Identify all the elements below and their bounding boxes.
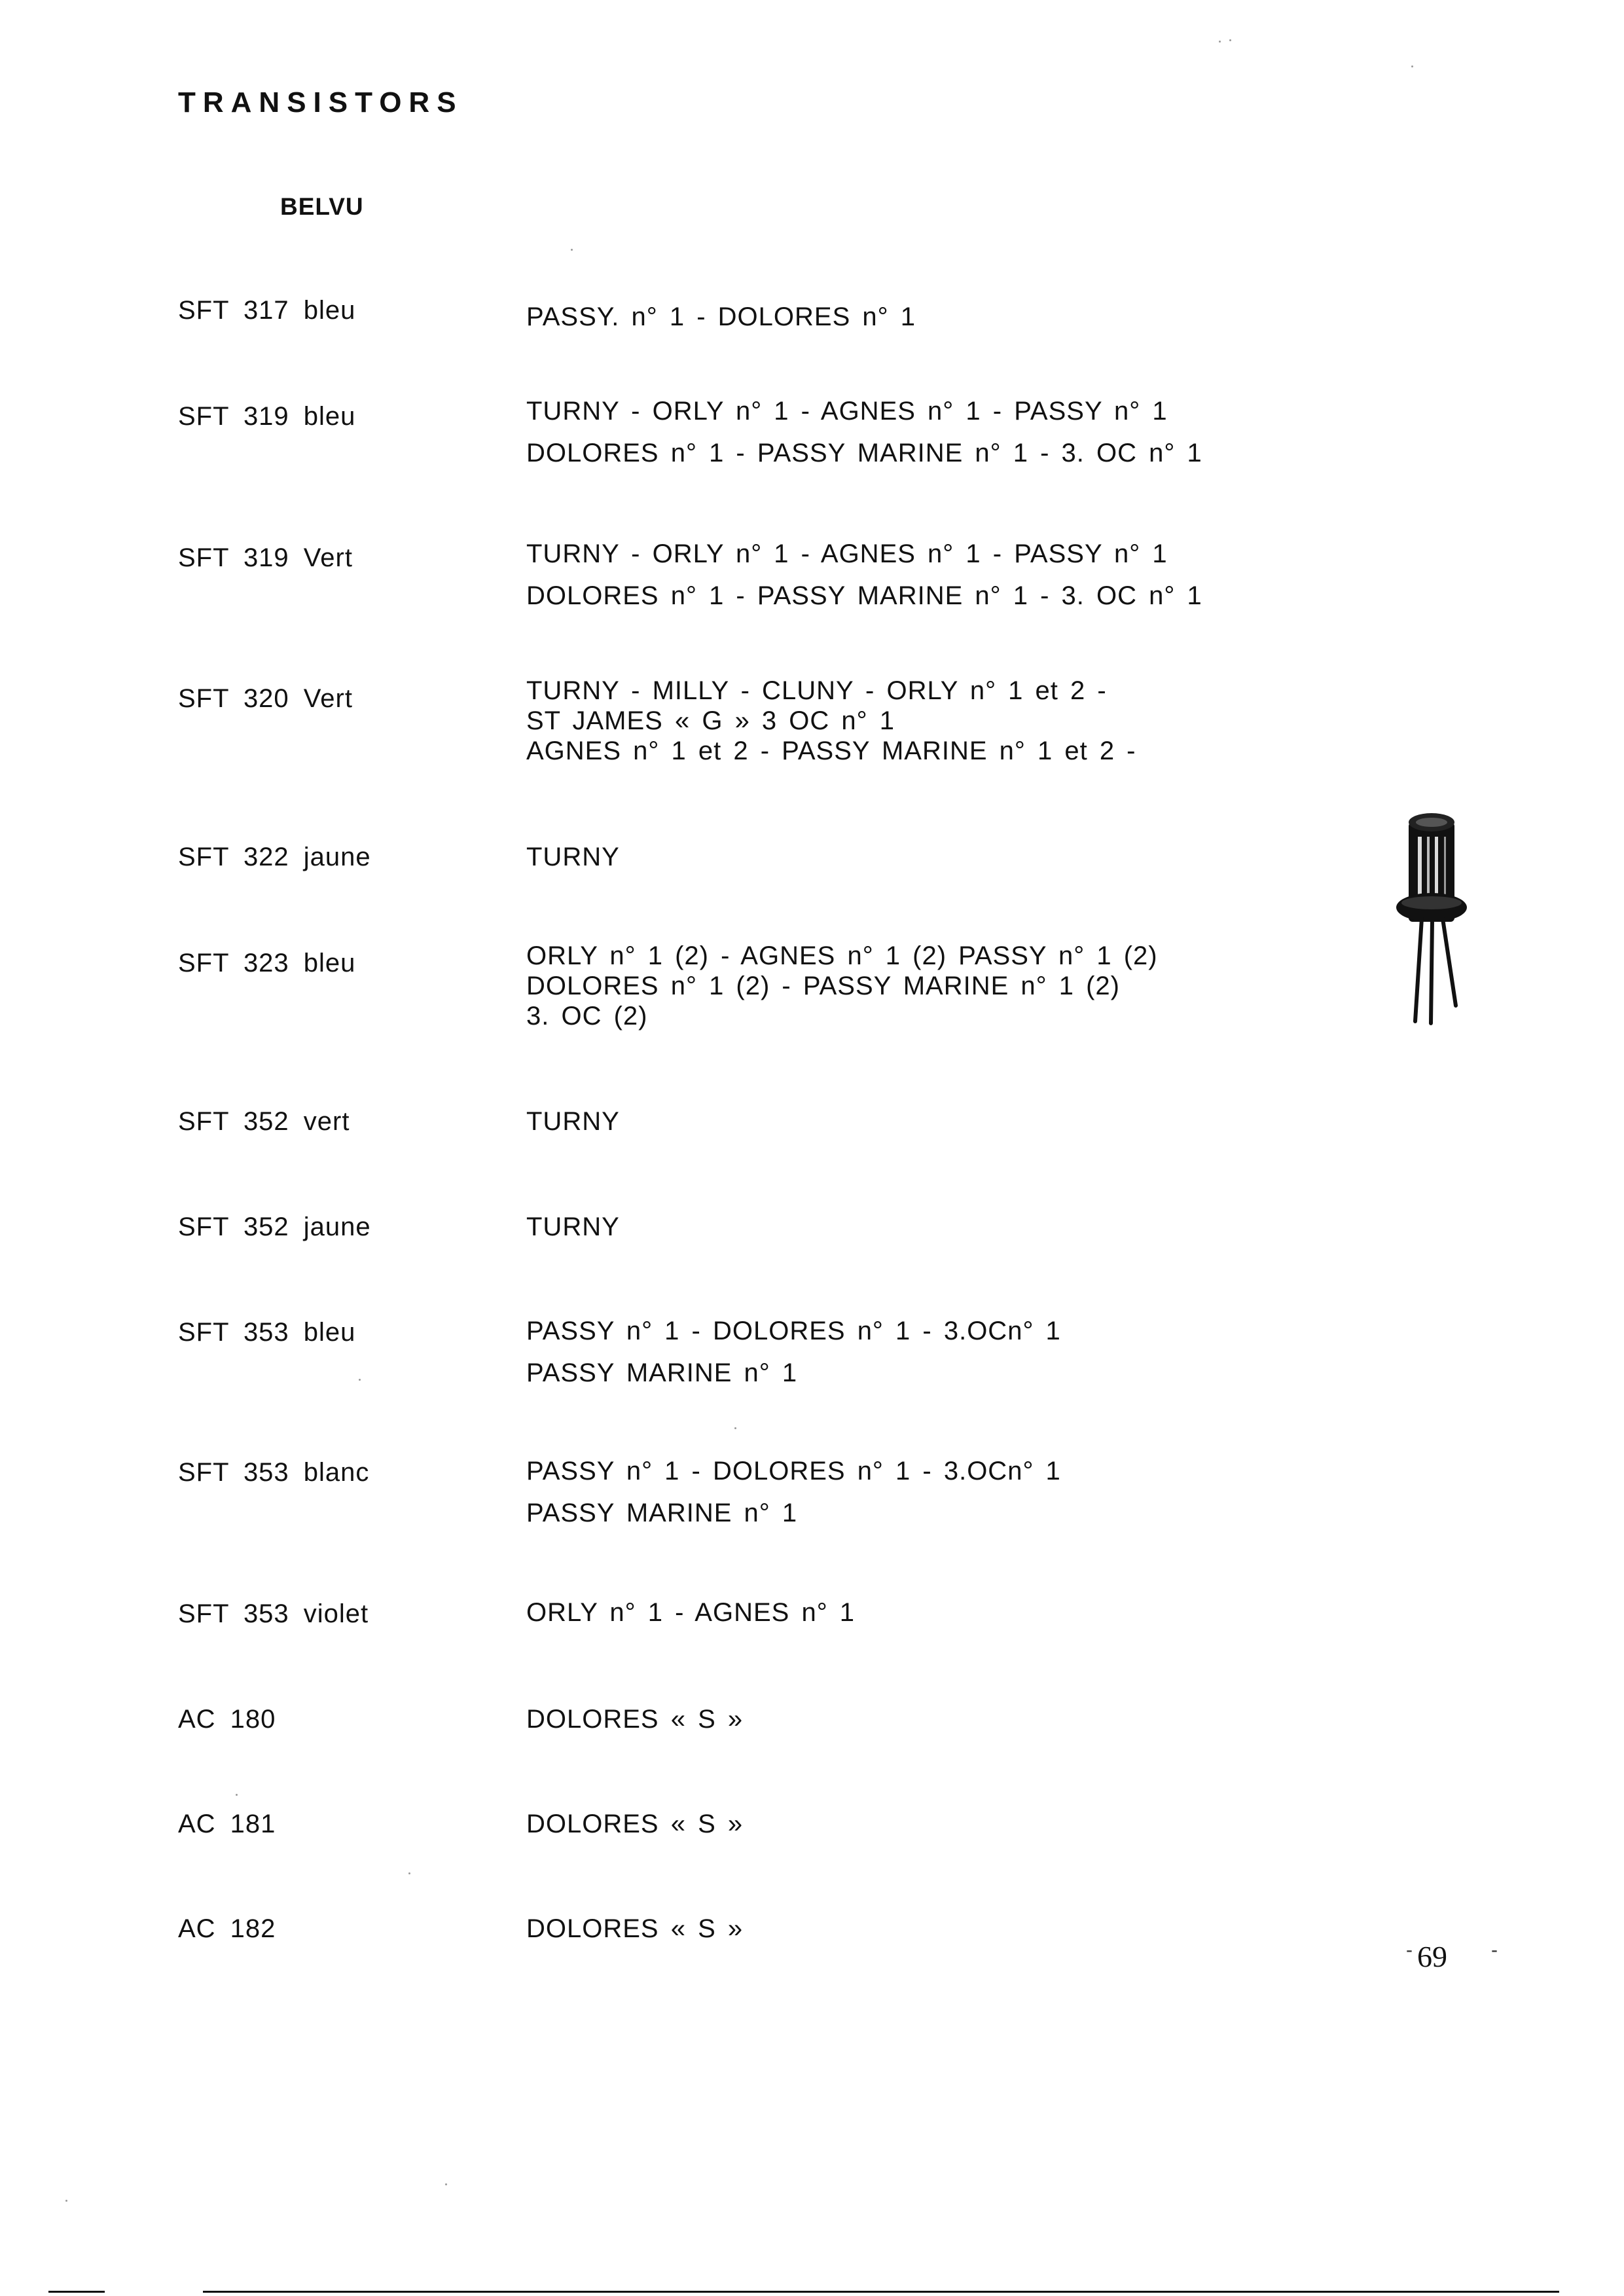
model-line: DOLORES n° 1 - PASSY MARINE n° 1 - 3. OC n° 1	[526, 439, 1202, 467]
section-heading: BELVU	[280, 193, 364, 220]
transistor-body	[1396, 813, 1467, 922]
model-list	[526, 1101, 620, 1142]
part-number: SFT 320 Vert	[178, 684, 353, 713]
part-number: SFT 319 Vert	[178, 543, 353, 572]
model-list	[526, 1450, 1061, 1534]
part-number: SFT 352 jaune	[178, 1212, 371, 1241]
part-number: SFT 353 violet	[178, 1599, 369, 1628]
part-number: SFT 353 blanc	[178, 1458, 370, 1487]
part-number: SFT 323 bleu	[178, 949, 356, 977]
transistor-leads	[1415, 919, 1456, 1023]
model-list	[526, 1310, 1061, 1394]
model-list	[526, 1698, 743, 1740]
scan-speck	[571, 249, 573, 251]
model-list	[526, 1592, 855, 1633]
part-number: SFT 353 bleu	[178, 1318, 356, 1347]
model-line: TURNY - MILLY - CLUNY - ORLY n° 1 et 2 -	[526, 676, 1107, 705]
scan-speck	[445, 2183, 447, 2185]
scan-speck	[734, 1427, 736, 1429]
model-list	[526, 533, 1202, 617]
page-number: 69	[1417, 1940, 1447, 1973]
part-number: AC 182	[178, 1914, 276, 1943]
model-line: DOLORES n° 1 (2) - PASSY MARINE n° 1 (2)	[526, 972, 1120, 1000]
bottom-rule-left	[48, 2291, 105, 2293]
transistor-icon	[1393, 811, 1471, 1027]
model-list	[526, 941, 1158, 1031]
model-line: DOLORES n° 1 - PASSY MARINE n° 1 - 3. OC n° 1	[526, 581, 1202, 610]
model-list	[526, 390, 1202, 474]
model-line: ST JAMES « G » 3 OC n° 1	[526, 706, 895, 735]
part-number: AC 180	[178, 1705, 276, 1734]
part-number: SFT 322 jaune	[178, 843, 371, 871]
bottom-rule-right	[203, 2291, 1559, 2293]
part-number: AC 181	[178, 1810, 276, 1838]
part-number: SFT 319 bleu	[178, 402, 356, 431]
model-line: ORLY n° 1 (2) - AGNES n° 1 (2) PASSY n° 1 (2)	[526, 941, 1158, 970]
model-line: 3. OC (2)	[526, 1002, 648, 1030]
scan-speck	[408, 1872, 410, 1874]
model-line: TURNY	[526, 843, 620, 871]
page-number-dash-right: -	[1491, 1939, 1498, 1961]
model-list	[526, 1908, 743, 1950]
scan-speck	[236, 1794, 238, 1796]
model-line: DOLORES « S »	[526, 1705, 744, 1734]
model-line: PASSY MARINE n° 1	[526, 1358, 798, 1387]
model-line: PASSY MARINE n° 1	[526, 1499, 798, 1527]
model-line: TURNY	[526, 1212, 620, 1241]
scan-speck	[1411, 65, 1413, 67]
model-list	[526, 836, 620, 878]
model-line: DOLORES « S »	[526, 1810, 744, 1838]
model-list	[526, 1206, 620, 1248]
part-number: SFT 352 vert	[178, 1107, 350, 1136]
model-line: AGNES n° 1 et 2 - PASSY MARINE n° 1 et 2 -	[526, 737, 1136, 765]
page-number-dash-left: -	[1406, 1939, 1413, 1961]
model-line: TURNY	[526, 1107, 620, 1136]
model-list	[526, 676, 1136, 766]
model-line: DOLORES « S »	[526, 1914, 744, 1943]
model-line: ORLY n° 1 - AGNES n° 1	[526, 1598, 856, 1627]
model-line: PASSY n° 1 - DOLORES n° 1 - 3.OCn° 1	[526, 1457, 1061, 1485]
model-line: TURNY - ORLY n° 1 - AGNES n° 1 - PASSY n° 1	[526, 539, 1168, 568]
page-title: TRANSISTORS	[178, 86, 463, 118]
model-list	[526, 296, 916, 338]
model-line: PASSY n° 1 - DOLORES n° 1 - 3.OCn° 1	[526, 1317, 1061, 1345]
scan-speck	[1229, 39, 1231, 41]
scan-speck	[359, 1379, 361, 1381]
scan-speck	[1219, 41, 1221, 43]
model-line: PASSY. n° 1 - DOLORES n° 1	[526, 302, 916, 331]
model-list	[526, 1803, 743, 1845]
model-line: TURNY - ORLY n° 1 - AGNES n° 1 - PASSY n° 1	[526, 397, 1168, 426]
part-number: SFT 317 bleu	[178, 296, 356, 325]
scan-speck	[65, 2200, 67, 2202]
